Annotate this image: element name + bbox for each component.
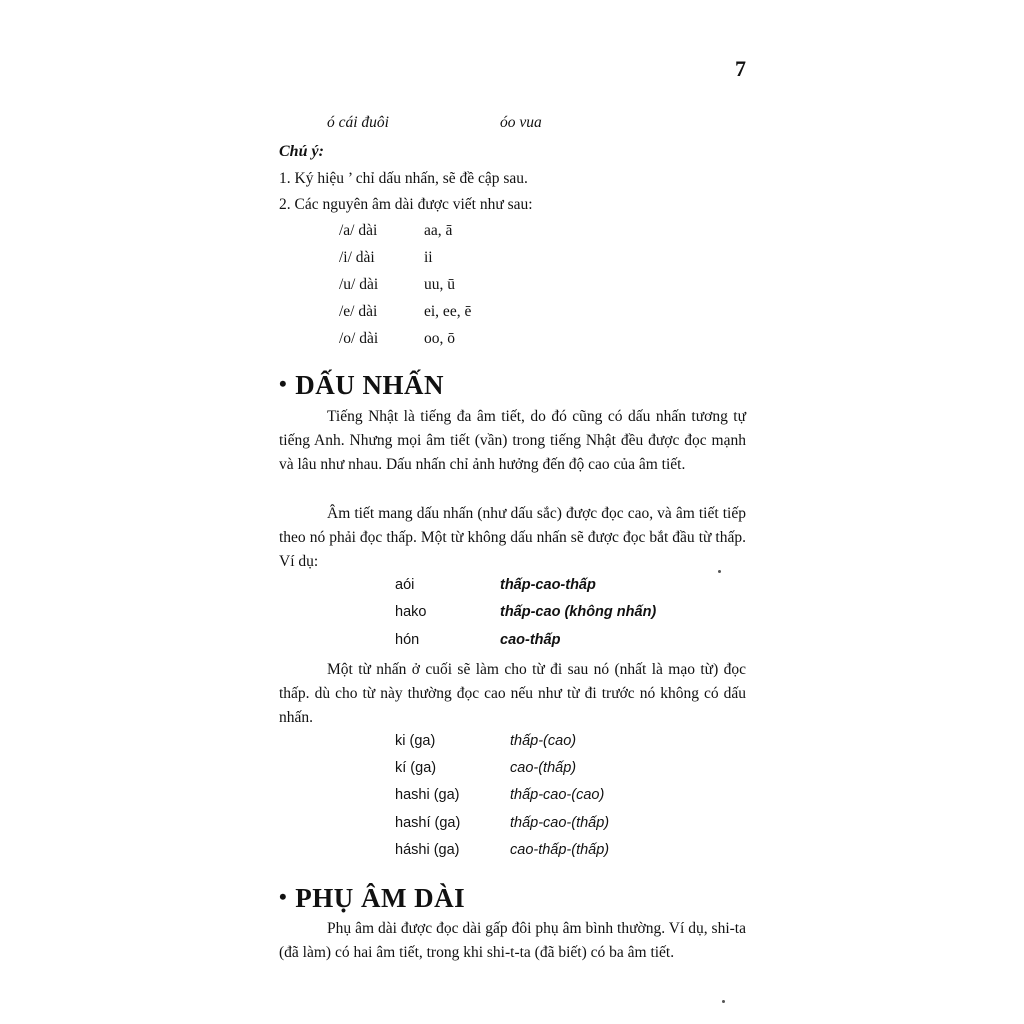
example-left: ó cái đuôi	[327, 114, 389, 131]
example-pitch: cao-(thấp)	[510, 760, 577, 776]
example-pitch: thấp-cao-thấp	[500, 577, 596, 593]
vowel-spelling: oo, ō	[424, 330, 455, 347]
example-pitch: thấp-cao-(cao)	[510, 787, 605, 803]
consonant-paragraph-1: Phụ âm dài được đọc dài gấp đôi phụ âm bình thường. Ví dụ, shi-ta (đã làm) có hai âm tiết, trong khi shi-t-ta (đã biết) có ba âm tiết.	[279, 920, 746, 961]
example-word: háshi (ga)	[395, 842, 460, 858]
example-pitch: cao-thấp-(thấp)	[510, 842, 610, 858]
vowel-spelling: ii	[424, 249, 433, 266]
example-pitch: thấp-(cao)	[510, 733, 577, 749]
section-heading-consonant	[279, 883, 465, 914]
example-word: aói	[395, 577, 415, 593]
page-number: 7	[735, 56, 746, 81]
accent-paragraph-3: Một từ nhấn ở cuối sẽ làm cho từ đi sau nó (nhất là mạo từ) đọc thấp. dù cho từ này thường đọc cao nếu như từ đi trước nó không có dấu nhấn.	[279, 661, 746, 726]
vowel-spelling: ei, ee, ē	[424, 303, 472, 320]
vowel-sound: /u/ dài	[339, 276, 379, 293]
bullet-icon: •	[279, 371, 288, 396]
section-title: PHỤ ÂM DÀI	[295, 883, 466, 913]
example-word: hashi (ga)	[395, 787, 460, 803]
scan-speck	[718, 570, 721, 573]
example-pitch: cao-thấp	[500, 632, 561, 648]
example-pitch: thấp-cao-(thấp)	[510, 815, 610, 831]
section-title: DẤU NHẤN	[295, 370, 444, 400]
section-heading-accent	[279, 370, 444, 401]
example-right: óo vua	[500, 114, 542, 131]
example-word: kí (ga)	[395, 760, 437, 776]
note-title: Chú ý:	[279, 143, 324, 160]
vowel-sound: /e/ dài	[339, 303, 378, 320]
example-word: hón	[395, 632, 420, 648]
accent-paragraph-1: Tiếng Nhật là tiếng đa âm tiết, do đó cũng có dấu nhấn tương tự tiếng Anh. Nhưng mọi âm tiết (vần) trong tiếng Nhật đều được đọc mạnh và lâu như nhau. Dấu nhấn chỉ ảnh hưởng đến độ cao của âm tiết.	[279, 408, 746, 473]
note-item-2: 2. Các nguyên âm dài được viết như sau:	[279, 196, 533, 213]
bullet-icon: •	[279, 884, 288, 909]
scan-speck	[722, 1000, 725, 1003]
accent-paragraph-2: Âm tiết mang dấu nhấn (như dấu sắc) được đọc cao, và âm tiết tiếp theo nó phải đọc thấp. Một từ không dấu nhấn sẽ được đọc bắt đầu từ thấp. Ví dụ:	[279, 505, 746, 570]
example-word: hako	[395, 604, 427, 620]
example-word: ki (ga)	[395, 733, 436, 749]
vowel-spelling: uu, ū	[424, 276, 455, 293]
vowel-sound: /i/ dài	[339, 249, 375, 266]
vowel-sound: /a/ dài	[339, 222, 378, 239]
note-item-1: 1. Ký hiệu ’ chỉ dấu nhấn, sẽ đề cập sau.	[279, 170, 528, 187]
example-word: hashí (ga)	[395, 815, 461, 831]
vowel-sound: /o/ dài	[339, 330, 379, 347]
example-pitch: thấp-cao (không nhấn)	[500, 604, 657, 620]
vowel-spelling: aa, ā	[424, 222, 453, 239]
